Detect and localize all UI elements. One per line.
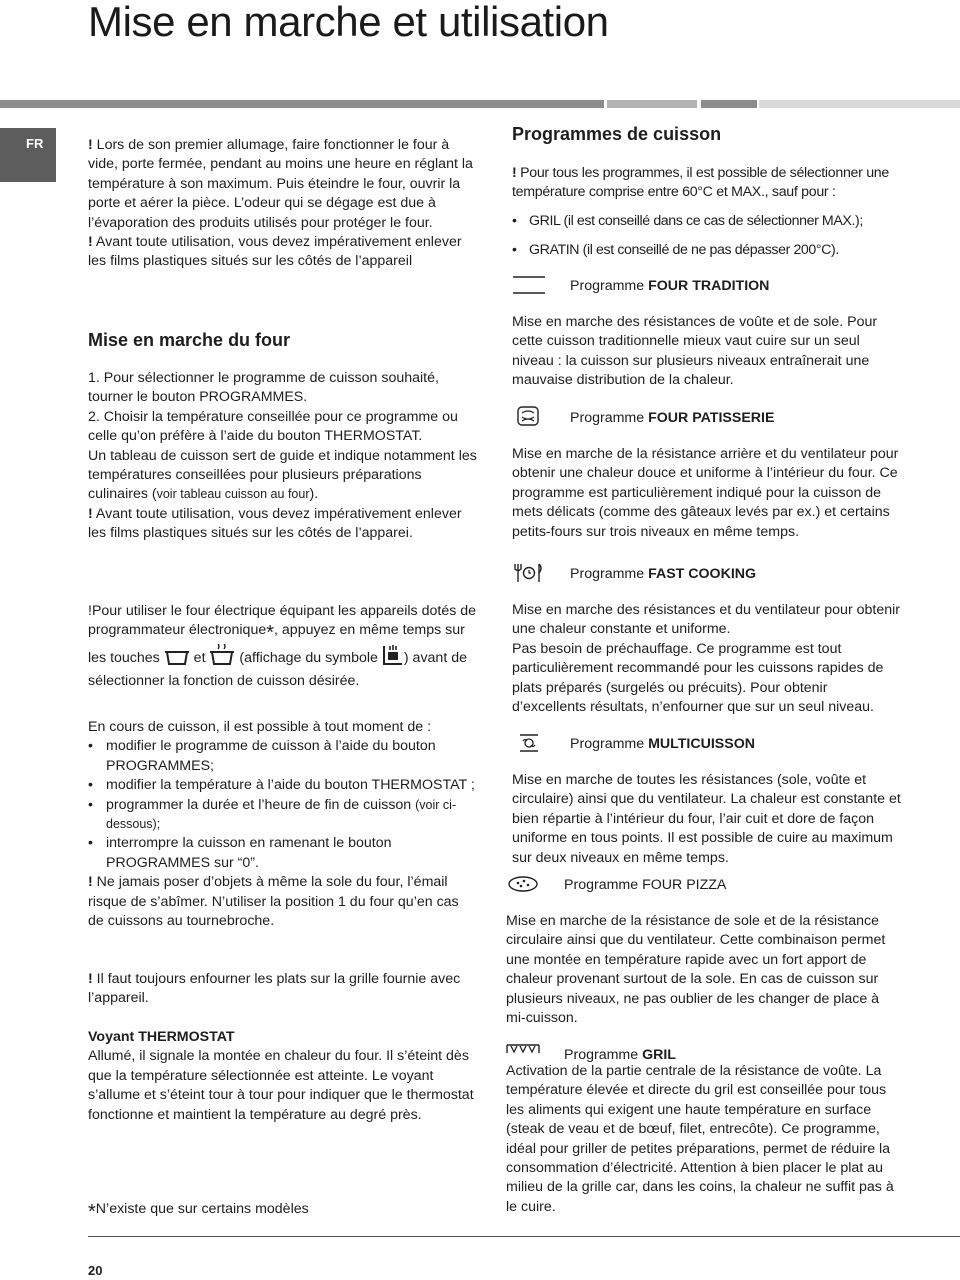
program-label: Programme FAST COOKING bbox=[570, 566, 757, 582]
program-description: Mise en marche des résistances et du ventilateur pour obtenir une chaleur constante et uniforme. Pas besoin de préchauffage. Ce programme est tout particulièrement recommandé pour les cuissons rapides de plats préparés (surgelés ou précuits). Pour obtenir d’excellents résultats, n’enfourner que sur un seul niveau. bbox=[512, 602, 900, 716]
programs-intro: ! Pour tous les programmes, il est possible de sélectionner une température comprise entre 60°C et MAX., sauf pour : bbox=[512, 165, 889, 201]
header-bar-segment bbox=[607, 100, 697, 108]
program-label: Programme FOUR TRADITION bbox=[570, 278, 770, 294]
pot-button-icon bbox=[164, 646, 190, 672]
program-fan-bottom-heat bbox=[506, 406, 896, 428]
exception-item: • GRATIN (il est conseillé de ne pas dépasser 200°C). bbox=[512, 242, 839, 259]
multicuisson-icon bbox=[512, 732, 546, 754]
step-2: 2. Choisir la température conseillée pour ce programme ou celle qu’on préfère à l’aide du bouton THERMOSTAT. bbox=[88, 408, 458, 445]
pizza-icon bbox=[506, 873, 540, 895]
list-item: • modifier la température à l’aide du bouton THERMOSTAT ; bbox=[88, 776, 478, 795]
step-1: 1. Pour sélectionner le programme de cuisson souhaité, tourner le bouton PROGRAMMES. bbox=[88, 370, 439, 406]
fast-cooking-icon bbox=[512, 562, 546, 584]
page-number: 20 bbox=[88, 1263, 103, 1278]
exception-item: • GRIL (il est conseillé dans ce cas de sélectionner MAX.); bbox=[512, 213, 863, 229]
program-four-tradition bbox=[506, 274, 896, 296]
header-bar-segment bbox=[759, 100, 960, 108]
language-tab: FR bbox=[0, 128, 56, 182]
program-label: Programme GRIL bbox=[564, 1047, 676, 1063]
header-bar-segment bbox=[0, 100, 604, 108]
programs-exceptions bbox=[512, 212, 902, 261]
thermostat-light-text: Allumé, il signale la montée en chaleur du four. Il s’éteint dès que la température sélectionnée est atteinte. Le voyant s’allume et s’éteint tour à tour pour indiquer que le thermostat fonctionne et maintient la température au degré près. bbox=[88, 1048, 474, 1123]
program-description: Mise en marche de la résistance arrière et du ventilateur pour obtenir une chaleur douce et uniforme à l’intérieur du four. Ce programme est particulièrement indiqué pour la cuisson de mets délicats (comme des gâteaux levés par ex.) et certains petits-fours sur trois niveaux en même temps. bbox=[512, 446, 899, 540]
four-tradition-icon bbox=[512, 274, 546, 296]
program-description: Mise en marche de la résistance de sole et de la résistance circulaire ainsi que du ventilateur. Cette combinaison permet une montée en température rapide avec un fort apport de chaleur provenant surtout de la sole. En cas de cuisson sur plusieurs niveaux, ne pas oublier de les changer de place à mi-cuisson. bbox=[506, 913, 886, 1027]
program-description: Mise en marche des résistances de voûte et de sole. Pour cette cuisson traditionnelle mieux vaut cuire sur un seul niveau : la cuisson sur plusieurs niveaux entraînerait une mauvaise distribution de la chaleur. bbox=[512, 314, 878, 389]
thermostat-light-title: Voyant THERMOSTAT bbox=[88, 1029, 235, 1045]
footnote: *N’existe que sur certains modèles bbox=[88, 1201, 309, 1223]
section-heading: Mise en marche du four bbox=[88, 330, 291, 350]
header-bar-segment bbox=[701, 100, 757, 108]
program-label: Programme MULTICUISSON bbox=[570, 736, 755, 752]
program-label: Programme FOUR PATISSERIE bbox=[570, 410, 775, 426]
list-item: • modifier le programme de cuisson à l’aide du bouton PROGRAMMES; bbox=[88, 737, 478, 776]
program-description: Activation de la partie centrale de la résistance de voûte. La température élevée et directe du gril est conseillée pour tous les aliments qui exigent une haute température en surface (steak de veau et de bœuf, filet, entrecôte). Ce programme, idéal pour griller de petites préparations, permet de réduire la consommation d’électricité. Attention à bien placer le plat au milieu de la grille car, dans les coins, la chaleur ne suffit pas à le cuire. bbox=[506, 1063, 894, 1215]
program-pizza bbox=[506, 873, 896, 895]
thermostat-light bbox=[88, 1028, 478, 1125]
program-fast-cooking bbox=[506, 562, 896, 584]
program-multicuisson bbox=[506, 732, 896, 754]
during-cooking-list bbox=[88, 737, 478, 873]
grid-note: ! Il faut toujours enfourner les plats sur la grille fournie avec l’appareil. bbox=[88, 971, 461, 1007]
startup-steps: 1. Pour sélectionner le programme de cuisson souhaité, tourner le bouton PROGRAMMES. 2. Choisir la température conseillée pour ce programme ou celle qu’on préfère à l’aide du bouton THERMOSTAT. Un tableau de cuisson sert de guide et indique notamment les températures conseillées pour plusieurs préparations culinaires (voir tableau cuisson au four). ! Avant toute utilisation, vous devez impérativement enlever les films plastiques situés sur les côtés de l’apparei. bbox=[88, 370, 477, 542]
section-heading: Programmes de cuisson bbox=[512, 124, 722, 144]
first-use-note: ! Lors de son premier allumage, faire fonctionner le four à vide, porte fermée, pendant au moins une heure en réglant la température à son maximum. Puis éteindre le four, ouvrir la porte et aérer la pièce. L’odeur qui se dégage est due à l’évaporation des produits utilisés pour protéger le four. ! Avant toute utilisation, vous devez impérativement enlever les films plastiques situés sur les côtés de l’appareil bbox=[88, 137, 473, 270]
pot-steam-button-icon bbox=[209, 644, 235, 672]
program-description: Mise en marche de toutes les résistances (sole, voûte et circulaire) ainsi que du ventilateur. La chaleur est constante et bien répartie à l’intérieur du four, l’air cuit et dore de façon uniforme en tous points. Il est possible de cuire au maximum sur deux niveaux en même temps. bbox=[512, 772, 901, 866]
programmer-note: !Pour utiliser le four électrique équipant les appareils dotés de programmateur électronique*, appuyez en même temps sur les touches et (affichage du symbole ) avant de sélectionner la fonction de cuisson désirée. bbox=[88, 603, 477, 690]
program-label: Programme FOUR PIZZA bbox=[564, 877, 727, 893]
fan-bottom-heat-icon bbox=[512, 406, 546, 428]
footer-rule bbox=[88, 1236, 960, 1237]
list-item: • interrompre la cuisson en ramenant le bouton PROGRAMMES sur “0”. bbox=[88, 834, 478, 873]
oven-symbol-icon bbox=[382, 644, 404, 672]
list-item: • programmer la durée et l’heure de fin de cuisson (voir ci-dessous); bbox=[88, 796, 478, 835]
page-title: Mise en marche et utilisation bbox=[88, 0, 609, 45]
step-3: Un tableau de cuisson sert de guide et indique notamment les températures conseillées pour plusieurs préparations culinaires (voir tableau cuisson au four). bbox=[88, 447, 477, 503]
during-cooking: En cours de cuisson, il est possible à tout moment de : • modifier le programme de cuisson à l’aide du bouton PROGRAMMES; • modifier la température à l’aide du bouton THERMOSTAT ; • programmer la durée et l’heure de fin de cuisson (voir ci-dessous); • interrompre la cuisson en ramenant le bouton PROGRAMMES sur “0”. ! Ne jamais poser d’objets à même la sole du four, l’émail risque de s’abîmer. N’utiliser la position 1 du four qu’en cas de cuissons au tournebroche. bbox=[88, 718, 478, 931]
